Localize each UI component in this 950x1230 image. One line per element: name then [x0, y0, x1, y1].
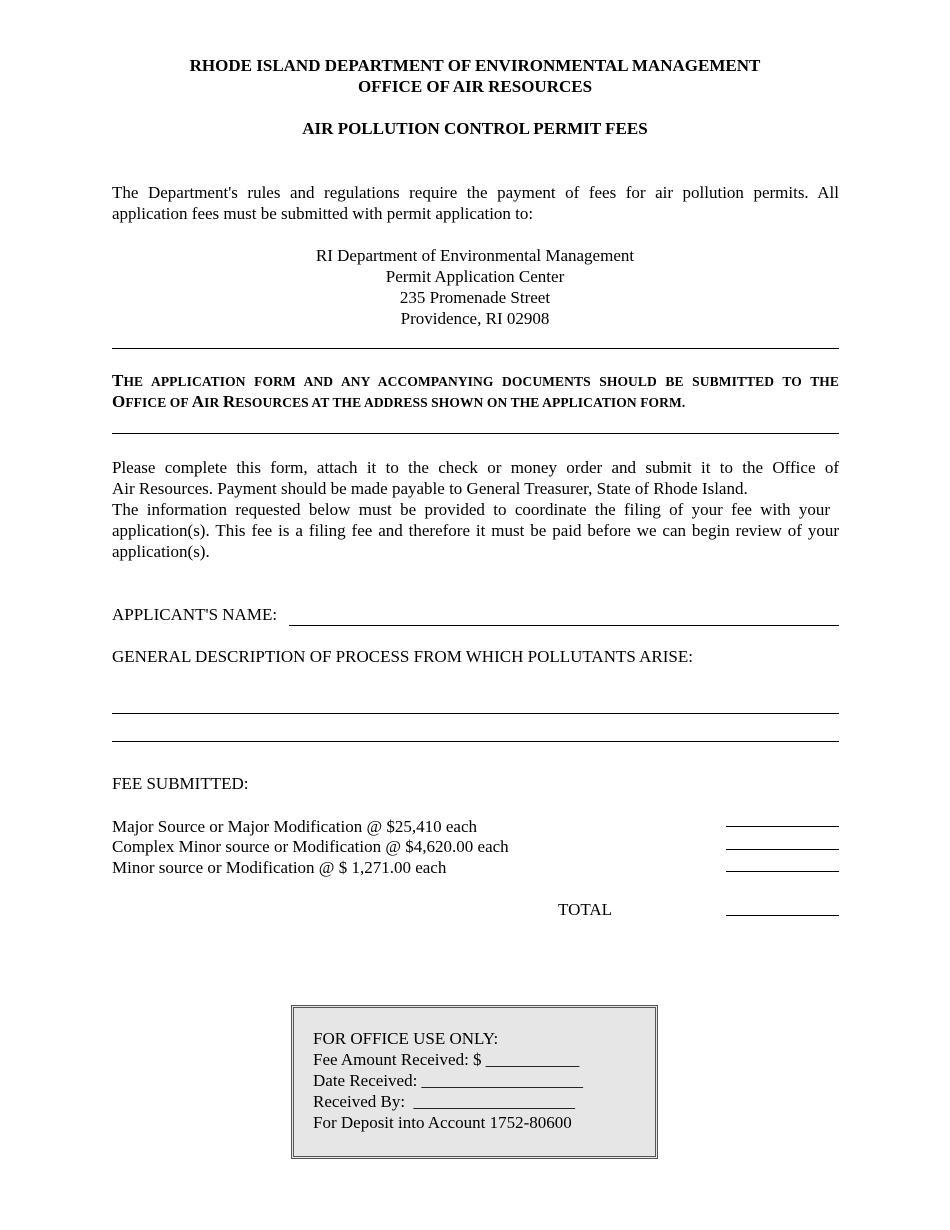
- office-title: OFFICE OF AIR RESOURCES: [357, 77, 593, 96]
- fee-complex-minor-field[interactable]: [726, 849, 839, 850]
- address-line-1: RI Department of Environmental Management: [315, 246, 635, 265]
- process-description-field-1[interactable]: [112, 713, 839, 714]
- divider-top: [112, 348, 839, 349]
- fee-minor-field[interactable]: [726, 871, 839, 872]
- process-description-label: GENERAL DESCRIPTION OF PROCESS FROM WHICH POLLUTANTS ARISE:: [112, 647, 693, 666]
- fee-minor-label: Minor source or Modification @ $ 1,271.00 each: [112, 858, 447, 877]
- notice-text-2a: FFICE OF: [125, 395, 192, 410]
- notice-cap-r: R: [222, 392, 236, 411]
- office-deposit-account: For Deposit into Account 1752-80600: [313, 1113, 572, 1132]
- office-use-title: FOR OFFICE USE ONLY:: [313, 1029, 499, 1048]
- process-description-field-2[interactable]: [112, 741, 839, 742]
- notice-line-2: [112, 392, 839, 413]
- instructions-line-4: application(s). This fee is a filing fee and therefore it must be paid before we can begin review of your: [112, 521, 839, 540]
- address-line-4: Providence, RI 02908: [400, 309, 550, 328]
- notice-line-1: [112, 371, 839, 392]
- fee-major-label: Major Source or Major Modification @ $25,410 each: [112, 817, 478, 836]
- applicant-name-label: APPLICANT'S NAME:: [112, 605, 278, 624]
- page-title: AIR POLLUTION CONTROL PERMIT FEES: [302, 119, 648, 138]
- fee-submitted-label: FEE SUBMITTED:: [112, 774, 249, 793]
- intro-line-1: The Department's rules and regulations require the payment of fees for air pollution permits. All: [112, 183, 839, 202]
- fee-major-field[interactable]: [726, 826, 839, 827]
- instructions-line-3: The information requested below must be provided to coordinate the filing of your fee with your: [112, 500, 830, 519]
- notice-text-2b: IR: [204, 395, 223, 410]
- fee-complex-minor-label: Complex Minor source or Modification @ $4,620.00 each: [112, 837, 509, 856]
- divider-bottom: [112, 433, 839, 434]
- office-fee-amount: Fee Amount Received: $ ___________: [313, 1050, 580, 1069]
- instructions-line-5: application(s).: [112, 542, 210, 561]
- total-field[interactable]: [726, 915, 839, 916]
- department-title: RHODE ISLAND DEPARTMENT OF ENVIRONMENTAL MANAGEMENT: [189, 56, 761, 75]
- address-line-3: 235 Promenade Street: [399, 288, 551, 307]
- instructions-line-2: Air Resources. Payment should be made payable to General Treasurer, State of Rhode Island.: [112, 479, 748, 498]
- office-received-by: Received By: ___________________: [313, 1092, 576, 1111]
- instructions-line-1: Please complete this form, attach it to the check or money order and submit it to the Office of: [112, 458, 839, 477]
- notice-cap-a: A: [191, 392, 205, 411]
- notice-cap-o: O: [112, 392, 126, 411]
- notice-cap-t: T: [112, 371, 124, 390]
- intro-line-2: application fees must be submitted with permit application to:: [112, 204, 534, 223]
- notice-text-1: HE APPLICATION FORM AND ANY ACCOMPANYING DOCUMENTS SHOULD BE SUBMITTED TO THE: [123, 374, 839, 389]
- office-date-received: Date Received: ___________________: [313, 1071, 584, 1090]
- notice-text-2c: ESOURCES AT THE ADDRESS SHOWN ON THE APPLICATION FORM.: [235, 395, 686, 410]
- applicant-name-field[interactable]: [289, 625, 839, 626]
- office-use-box: [291, 1005, 658, 1159]
- total-label: TOTAL: [558, 900, 613, 919]
- address-line-2: Permit Application Center: [385, 267, 565, 286]
